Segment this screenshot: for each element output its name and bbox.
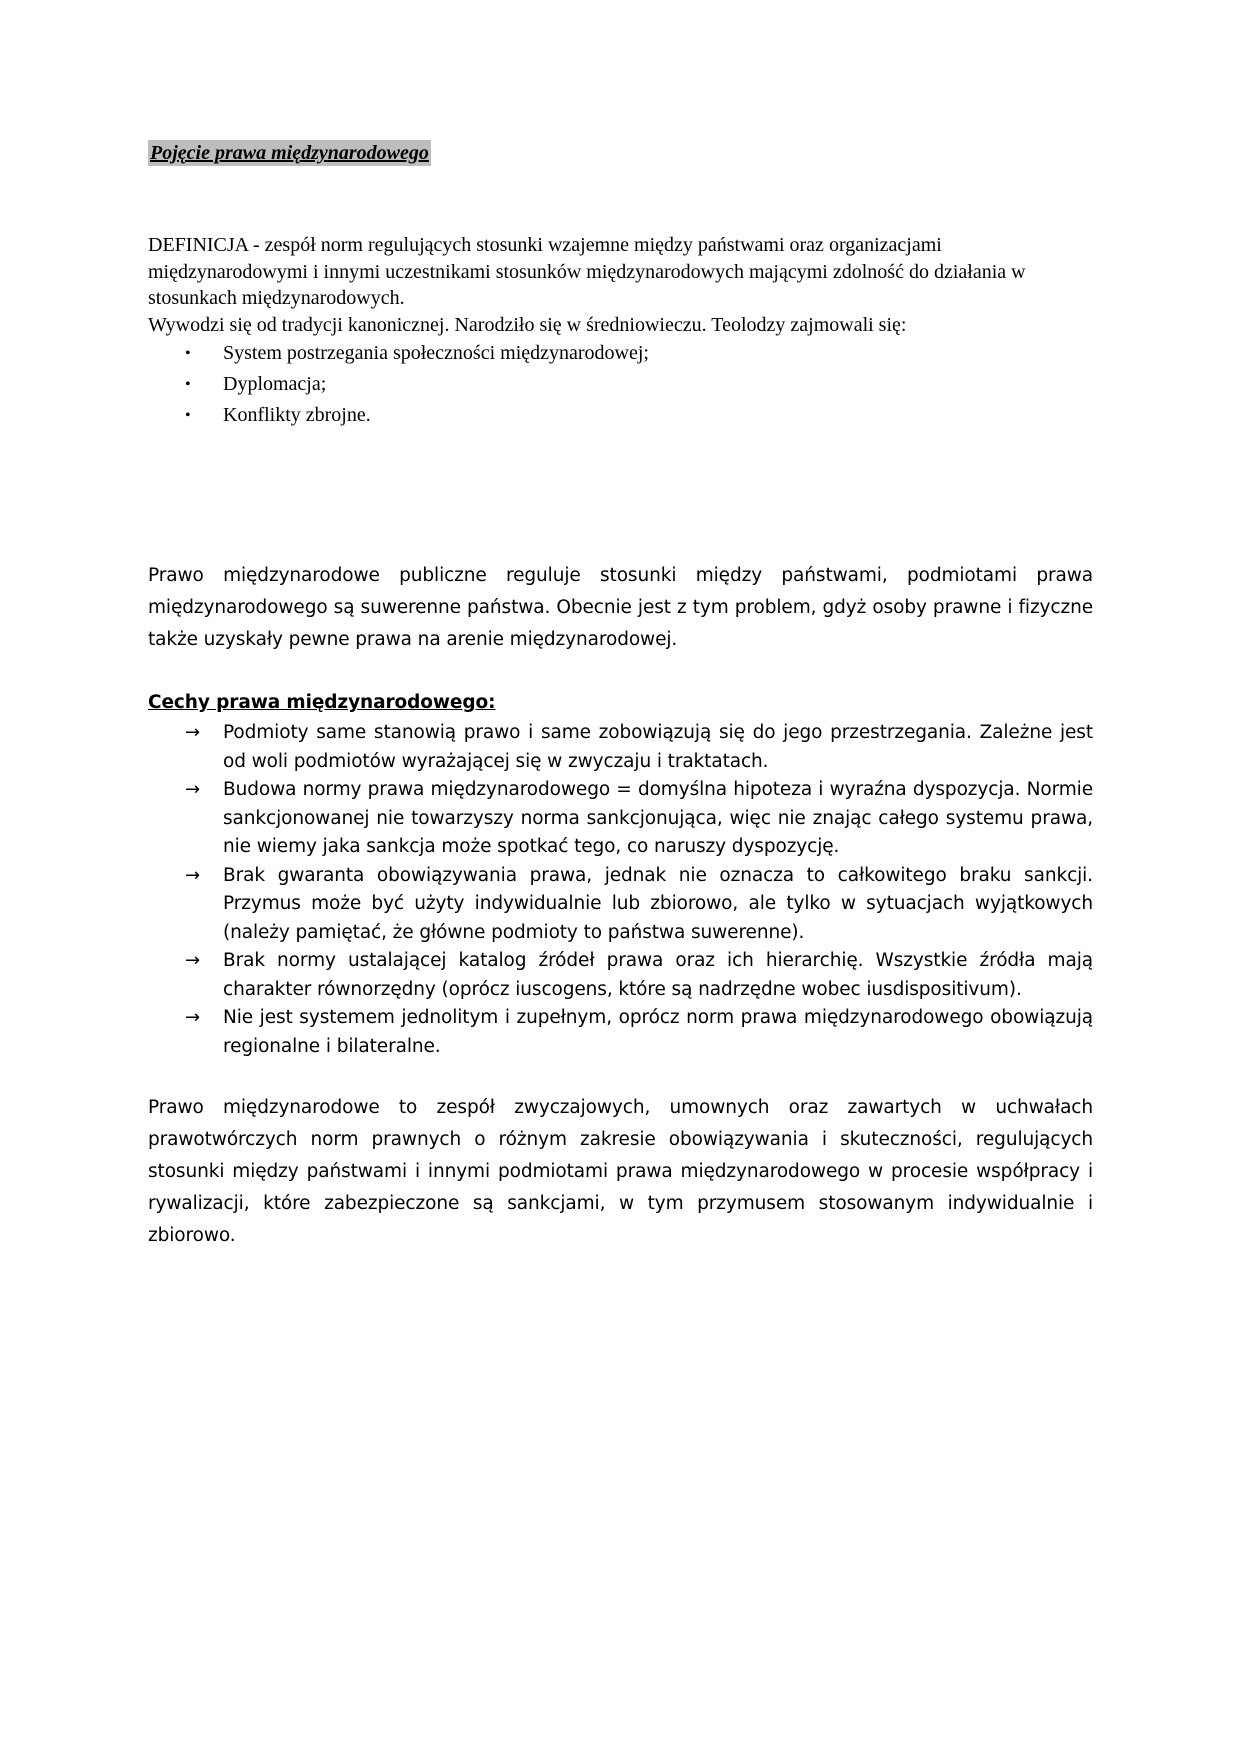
list-item-text: System postrzegania społeczności międzynarodowej; — [223, 342, 649, 364]
origin-paragraph: Wywodzi się od tradycji kanonicznej. Narodziło się w średniowieczu. Teolodzy zajmowali się: — [148, 313, 907, 336]
summary-definition-paragraph: Prawo międzynarodowe to zespół zwyczajowych, umownych oraz zawartych w uchwałach prawotwórczych norm prawnych o różnym zakresie obowiązywania i skuteczności, regulujących stosunki między państwami i innymi podmiotami prawa międzynarodowego w procesie współpracy i rywalizacji, które zabezpieczone są sankcjami, w tym przymusem stosowanym indywidualnie i zbiorowo. — [148, 1097, 1093, 1246]
arrow-right-icon: → — [185, 1007, 200, 1028]
definition-paragraph: DEFINICJA - zespół norm regulujących stosunki wzajemne między państwami oraz organizacjami międzynarodowymi i innymi uczestnikami stosunków międzynarodowych mającymi zdolność do działania w stosunkach międzynarodowych. — [148, 234, 1026, 309]
arrow-right-icon: → — [185, 722, 200, 743]
list-item — [148, 776, 1093, 862]
list-item — [148, 1004, 1093, 1061]
list-item-text: Brak normy ustalającej katalog źródeł prawa oraz ich hierarchię. Wszystkie źródła mają charakter równorzędny (oprócz iuscogens, które są nadrzędne wobec iusdispositivum). — [223, 950, 1093, 1000]
features-heading: Cechy prawa międzynarodowego: — [148, 692, 496, 713]
list-item-text: Konflikty zbrojne. — [223, 404, 371, 426]
list-item — [148, 369, 1093, 400]
list-item — [148, 400, 1093, 431]
arrow-right-icon: → — [185, 950, 200, 971]
list-item-text: Dyplomacja; — [223, 373, 327, 395]
list-item-text: Budowa normy prawa międzynarodowego = domyślna hipoteza i wyraźna dyspozycja. Normie sankcjonowanej nie towarzyszy norma sankcjonująca, więc nie znając całego systemu prawa, nie wiemy jaka sankcja może spotkać tego, co naruszy dyspozycję. — [223, 779, 1093, 857]
list-item-text: Brak gwaranta obowiązywania prawa, jednak nie oznacza to całkowitego braku sankcji. Przymus może być użyty indywidualnie lub zbiorowo, ale tylko w sytuacjach wyjątkowych (należy pamiętać, że główne podmioty to państwa suwerenne). — [223, 864, 1093, 943]
public-law-paragraph: Prawo międzynarodowe publiczne reguluje stosunki między państwami, podmiotami prawa międzynarodowego są suwerenne państwa. Obecnie jest z tym problem, gdyż osoby prawne i fizyczne także uzyskały pewne prawa na arenie międzynarodowej. — [148, 565, 1093, 650]
list-item — [148, 338, 1093, 369]
bullet-icon: • — [185, 345, 191, 362]
list-item — [148, 862, 1093, 948]
theology-topics-list — [148, 338, 1093, 431]
list-item — [148, 947, 1093, 1004]
document-page — [148, 140, 1093, 1252]
bullet-icon: • — [185, 407, 191, 424]
list-item — [148, 719, 1093, 776]
features-list — [148, 719, 1093, 1061]
document-title: Pojęcie prawa międzynarodowego — [150, 142, 429, 164]
list-item-text: Nie jest systemem jednolitym i zupełnym, oprócz norm prawa międzynarodowego obowiązują regionalne i bilateralne. — [223, 1007, 1093, 1057]
arrow-right-icon: → — [185, 779, 200, 800]
arrow-right-icon: → — [185, 864, 200, 886]
list-item-text: Podmioty same stanowią prawo i same zobowiązują się do jego przestrzegania. Zależne jest od woli podmiotów wyrażającej się w zwyczaju i traktatach. — [223, 722, 1093, 772]
bullet-icon: • — [185, 376, 191, 393]
